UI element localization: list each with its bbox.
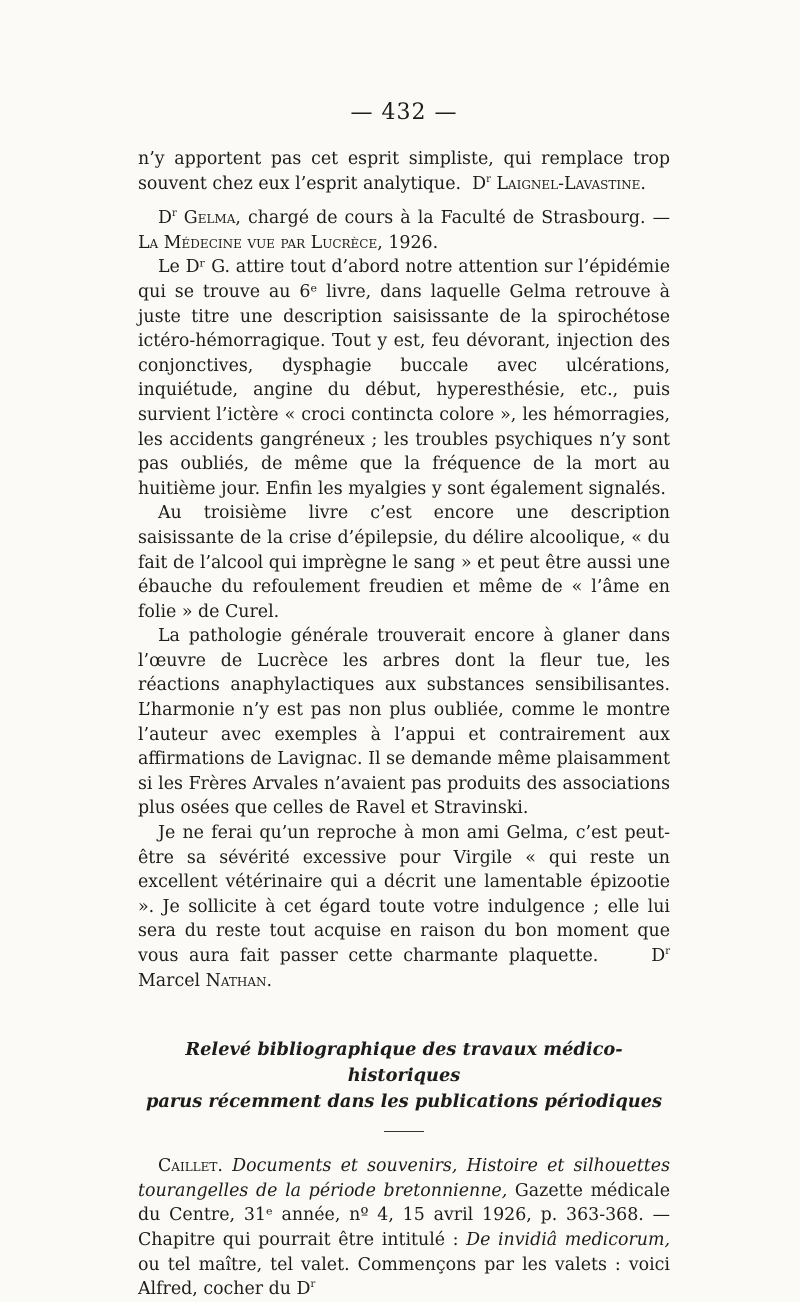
- page-number: — 432 —: [350, 100, 458, 125]
- entry-latin: De invidiâ medicorum,: [466, 1229, 670, 1250]
- signature-nathan: Nathan.: [205, 970, 273, 991]
- reproach-text: Je ne ferai qu’un reproche à mon ami Gelma, c’est peut-être sa sévérité excessive pour Virgile « qui reste un excellent vétérinaire qui a décrit une lamentable épizootie ». Je sollicite à cet égard toute votre indulgence ; elle lui sera du reste tout acquise en raison du bon moment que vous aura fait passer cette charmante plaquette.: [138, 823, 670, 966]
- review-book-title: La Médecine vue par Lucrèce,: [138, 232, 383, 253]
- bibliography-entry: Caillet. Documents et souvenirs, Histoire et silhouettes tourangelles de la période bretonnienne, Gazette médicale du Centre, 31ᵉ année, nº 4, 15 avril 1926, p. 363-368. — Chapitre qui pourrait être intitulé : De invidiâ medicorum, ou tel maître, tel valet. Commençons par les valets : voici Alfred, cocher du $D^r$: [138, 1156, 671, 1300]
- paragraph-pathology: La pathologie générale trouverait encore à glaner dans l’œuvre de Lucrèce les arbres dont la fleur tue, les réactions anaphylactiques aux substances sensibilisantes. L’harmonie n’y est pas non plus oubliée, comme le montre l’auteur avec exemples à l’appui et contrairement aux affirmations de Lavignac. Il se demande même plaisamment si les Frères Arvales n’avaient pas produits des associations plus osées que celles de Ravel et Stravinski.: [138, 626, 670, 819]
- section-title: [138, 1037, 670, 1115]
- reproach-signature: $D^r$ Marcel Nathan.: [138, 946, 670, 991]
- paragraph-third-book: Au troisième livre c’est encore une description saisissante de la crise d’épilepsie, du délire alcoolique, « du fait de l’alcool qui imprègne le sang » et peut être aussi une ébauche du refoulement freudien et même de « l’âme en folie » de Curel.: [138, 503, 670, 622]
- review-heading: $D^r$ Gelma, chargé de cours à la Faculté de Strasbourg. — La Médecine vue par Lucrèce, 1926.: [138, 208, 670, 253]
- review-author: Gelma,: [183, 208, 241, 229]
- entry-tail: ou tel maître, tel valet. Commençons par les valets : voici Alfred, cocher du D: [138, 1254, 670, 1300]
- intro-text: n’y apportent pas cet esprit simpliste, qui remplace trop souvent chez eux l’esprit analytique.: [138, 149, 670, 194]
- paragraph-intro: [138, 147, 670, 196]
- entry-details: Gazette médicale du Centre, 31ᵉ année, nº 4, 15 avril 1926, p. 363-368. — Chapitre qui pourrait être intitulé :: [138, 1180, 671, 1250]
- signature-laignel-lavastine: Laignel-Lavastine.: [496, 173, 646, 194]
- section-divider: [384, 1131, 424, 1132]
- review-author-role: chargé de cours à la Faculté de Strasbourg. —: [247, 208, 670, 229]
- paragraph-reproach: [138, 821, 670, 993]
- review-book-year: 1926.: [388, 232, 439, 253]
- intro-signature: $D^r$ Laignel-Lavastine.: [472, 173, 646, 194]
- section-title-line2: parus récemment dans les publications périodiques: [145, 1091, 663, 1113]
- paragraph-epidemic: Le Dʳ G. attire tout d’abord notre attention sur l’épidémie qui se trouve au 6ᵉ livre, dans laquelle Gelma retrouve à juste titre une description saisissante de la spirochétose ictéro-hémorragique. Tout y est, feu dévorant, injection des conjonctives, dysphagie buccale avec ulcérations, inquiétude, angine du début, hyperesthésie, etc., puis survient l’ictère « croci contincta colore », les hémorragies, les accidents gangréneux ; les troubles psychiques n’y sont pas oubliés, de même que la fréquence de la mort au huitième jour. Enfin les myalgies y sont également signalés.: [138, 257, 670, 499]
- entry-author: Caillet.: [158, 1156, 223, 1177]
- section-title-line1: Relevé bibliographique des travaux médico-historiques: [185, 1039, 623, 1087]
- entry-title: Documents et souvenirs, Histoire et silhouettes tourangelles de la période bretonnienne,: [138, 1156, 670, 1201]
